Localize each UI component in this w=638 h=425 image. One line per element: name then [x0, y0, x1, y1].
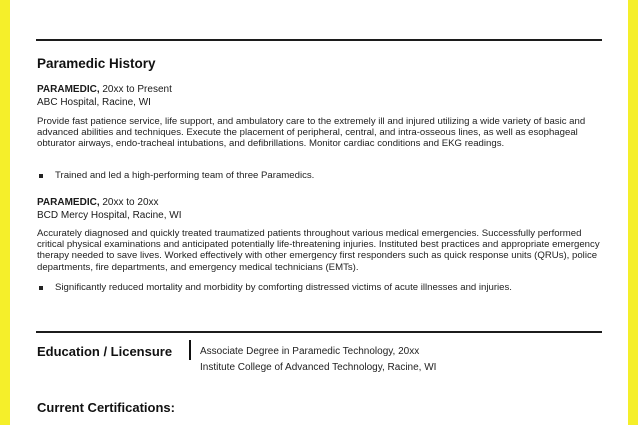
section-title-certifications: Current Certifications: — [37, 400, 175, 415]
bullet-icon — [39, 286, 43, 290]
education-divider — [189, 340, 191, 360]
bullet-text: Trained and led a high-performing team of three Paramedics. — [55, 170, 315, 181]
resume-page — [10, 0, 628, 425]
job-bullet-1 — [37, 170, 597, 181]
bullet-icon — [39, 174, 43, 178]
section-title-education: Education / Licensure — [37, 344, 173, 359]
job-dates: 20xx to Present — [99, 84, 172, 95]
job-title-1 — [37, 84, 172, 95]
job-role: PARAMEDIC, — [37, 197, 100, 208]
job-title-2 — [37, 197, 159, 208]
top-divider — [36, 39, 602, 41]
middle-divider — [36, 331, 602, 333]
education-institution: Institute College of Advanced Technology, Racine, WI — [200, 362, 437, 373]
job-employer-1: ABC Hospital, Racine, WI — [37, 97, 151, 108]
job-employer-2: BCD Mercy Hospital, Racine, WI — [37, 210, 182, 221]
job-description-1: Provide fast patience service, life support, and ambulatory care to the extremely ill and injured utilizing a wide variety of basic and advanced abilities and techniques. Execute the placement of peripheral, central, and intra-osseous lines, as well as esophageal obturator airways, endo-tracheal intubations, and defibrillations. Monitor cardiac conditions and EKG readings. — [37, 116, 586, 150]
education-degree: Associate Degree in Paramedic Technology, 20xx — [200, 346, 420, 357]
job-bullet-2 — [37, 282, 597, 293]
section-title-paramedic-history: Paramedic History — [37, 56, 156, 71]
job-role: PARAMEDIC, — [37, 84, 100, 95]
job-description-2: Accurately diagnosed and quickly treated traumatized patients throughout various medical emergencies. Successfully performed critical physical examinations and anticipated potentially life-threatening injuries. Instituted best practices and appropriate emergency therapy needed to save lives. Worked effectively with other emergency first responders such as quick response units (QRUs), police departments, fire departments, and emergency medical technicians (EMTs). — [37, 228, 600, 273]
bullet-text: Significantly reduced mortality and morbidity by comforting distressed victims of acute illnesses and injuries. — [55, 282, 512, 293]
job-dates: 20xx to 20xx — [99, 197, 159, 208]
